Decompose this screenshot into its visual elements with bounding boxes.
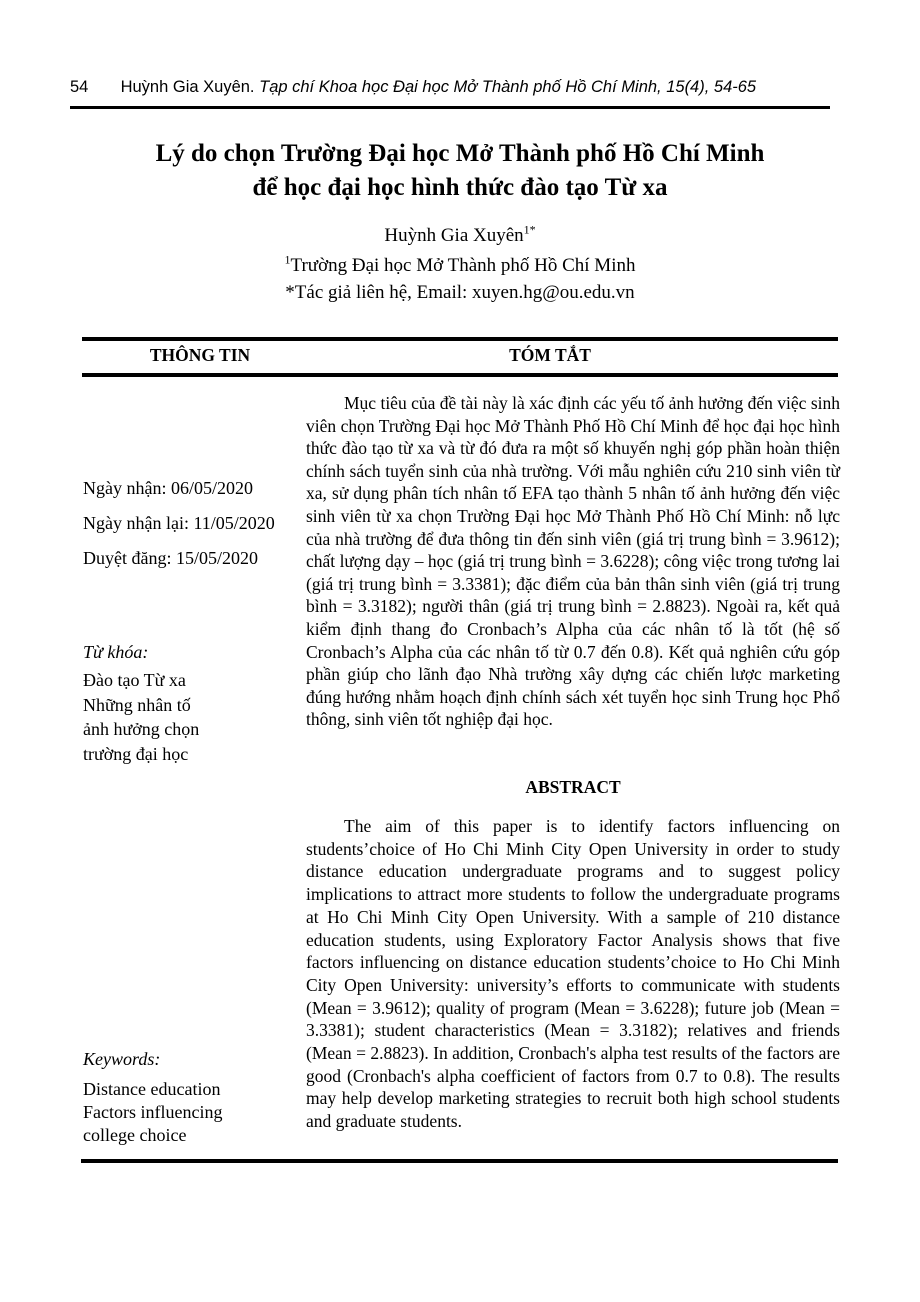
keyword-vi: ảnh hưởng chọn [83, 719, 200, 739]
affiliation-text: Trường Đại học Mở Thành phố Hồ Chí Minh [290, 255, 636, 276]
info-table-top-rule [82, 337, 838, 341]
keyword-vi: Đào tạo Từ xa [83, 670, 186, 690]
journal-citation: Tạp chí Khoa học Đại học Mở Thành phố Hồ Chí Minh, 15(4), 54-65 [259, 78, 757, 96]
date-received: Ngày nhận: 06/05/2020 [83, 478, 253, 498]
author-superscript: 1* [523, 222, 536, 237]
corresponding-author-note: *Tác giả liên hệ, Email: xuyen.hg@ou.edu.vn [285, 282, 635, 303]
keyword-en: Distance education [83, 1079, 221, 1099]
author-byline [0, 222, 920, 247]
affiliation-superscript: 1 [284, 252, 291, 267]
page-number: 54 [70, 78, 89, 96]
info-table-mid-rule [82, 373, 838, 377]
keywords-vi-label: Từ khóa: [83, 642, 149, 662]
abstract-heading: ABSTRACT [525, 777, 621, 797]
keyword-en: Factors influencing [83, 1102, 223, 1122]
abstract-vietnamese: Mục tiêu của đề tài này là xác định các yếu tố ảnh hưởng đến việc sinh viên chọn Trường Đại học Mở Thành Phố Hồ Chí Minh để học đại học hình thức đào tạo từ xa và từ đó đưa ra một số khuyến nghị góp phần hoàn thiện chính sách tuyển sinh của nhà trường. Với mẫu nghiên cứu 210 sinh viên từ xa, sử dụng phân tích nhân tố EFA tạo thành 5 nhân tố ảnh hưởng đến việc sinh viên từ xa chọn Trường Đại học Mở Thành Phố Hồ Chí Minh: nỗ lực của nhà trường để đưa thông tin đến sinh viên (giá trị trung bình = 3.9612); chất lượng dạy – học (giá trị trung bình = 3.6228); công việc trong tương lai (giá trị trung bình = 3.3381); đặc điểm của bản thân sinh viên (giá trị trung bình = 3.3182); người thân (giá trị trung bình = 2.8823). Ngoài ra, kết quả kiểm định thang đo Cronbach’s Alpha của các nhân tố là tốt (hệ số Cronbach’s Alpha của các nhân tố từ 0.7 đến 0.8). Kết quả nghiên cứu góp phần giúp cho lãnh đạo Nhà trường xây dựng các chiến lược marketing đúng hướng nhằm hoạch định chính sách xét tuyển học sinh Trung học Phổ thông, sinh viên tốt nghiệp đại học. [306, 393, 840, 730]
abstract-english: The aim of this paper is to identify factors influencing on students’choice of Ho Chi Minh City Open University in order to study distance education undergraduate programs and to suggest policy implications to attract more students to follow the undergraduate programs at Ho Chi Minh City Open University. With a sample of 210 distance education students, using Exploratory Factor Analysis shows that five factors influencing on distance education students’choice to Ho Chi Minh City Open University: university’s efforts to communicate with students (Mean = 3.9612); quality of program (Mean = 3.6228); future job (Mean = 3.3381); student characteristics (Mean = 3.3182); relatives and friends (Mean = 2.8823). In addition, Cronbach's alpha test results of the factors are good (Cronbach's alpha coefficient of factors from 0.7 to 0.8). The results may help develop marketing strategies to recruit both high school students and graduate students. [306, 816, 840, 1132]
date-revised: Ngày nhận lại: 11/05/2020 [83, 513, 275, 533]
column-header-thong-tin: THÔNG TIN [149, 345, 251, 365]
date-accepted: Duyệt đăng: 15/05/2020 [83, 548, 258, 568]
running-header [70, 78, 840, 97]
keywords-en-list [83, 1078, 222, 1147]
title-line-2: để học đại học hình thức đào tạo Từ xa [252, 174, 668, 201]
keyword-vi: Những nhân tố [83, 694, 191, 715]
keywords-vi-list [83, 668, 199, 766]
column-header-tom-tat: TÓM TẮT [509, 345, 591, 365]
keyword-en: college choice [83, 1125, 187, 1145]
bottom-rule [81, 1159, 838, 1163]
keywords-en-label: Keywords: [83, 1049, 161, 1069]
keyword-vi: trường đại học [83, 743, 189, 764]
article-dates [83, 471, 275, 576]
title-line-1: Lý do chọn Trường Đại học Mở Thành phố Hồ Chí Minh [155, 140, 765, 167]
article-title [0, 137, 920, 205]
running-author: Huỳnh Gia Xuyên. [120, 78, 255, 96]
author-name: Huỳnh Gia Xuyên [384, 225, 524, 246]
affiliation-line [0, 252, 920, 277]
header-rule [70, 106, 830, 109]
